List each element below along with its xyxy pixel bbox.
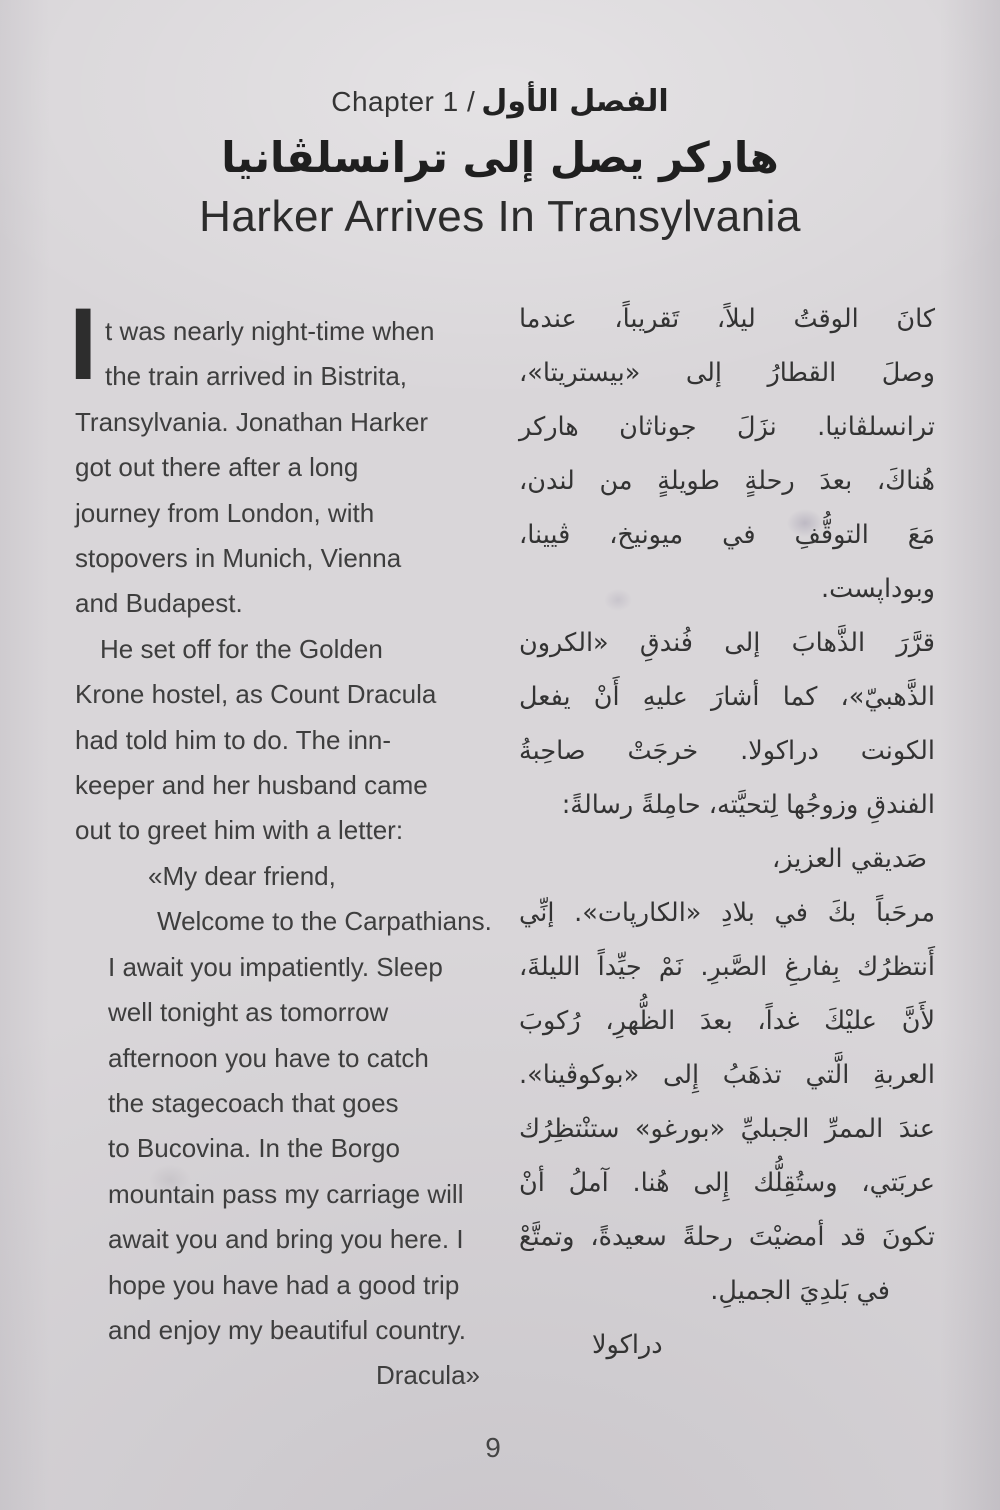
text-line: الذَّهبيّ»، كما أشارَ عليهِ أَنْ يفعل <box>519 682 935 712</box>
text-line: to Bucovina. In the Borgo <box>108 1133 400 1164</box>
text-line: well tonight as tomorrow <box>108 997 389 1028</box>
english-paragraph-1-lines <box>75 309 500 627</box>
chapter-heading <box>0 84 1000 119</box>
text-line: out to greet him with a letter: <box>75 815 404 846</box>
text-line: the train arrived in Bistrita, <box>105 361 408 392</box>
letter-body <box>75 945 500 1354</box>
text-line: أَنتظرُك بِفارغِ الصَّبرِ. نَمْ جيِّداً الليلةَ، <box>519 952 935 982</box>
text-line: Transylvania. Jonathan Harker <box>75 406 429 437</box>
text-line: عربَتي، وستُقِلُّك إِلى هُنا. آملُ أنْ <box>519 1168 935 1198</box>
chapter-title-arabic: الفصل الأول <box>481 84 669 119</box>
chapter-number-latin: Chapter 1 / <box>331 86 476 117</box>
text-line: afternoon you have to catch <box>108 1042 429 1073</box>
arabic-letter <box>519 832 935 1372</box>
text-line: عندَ الممرِّ الجبليِّ «بورغو» ستنْتظِرُك <box>519 1114 935 1144</box>
english-paragraph-1 <box>69 287 500 627</box>
text-line: got out there after a long <box>75 452 359 483</box>
text-line: keeper and her husband came <box>75 770 428 801</box>
text-line: قرَّرَ الذَّهابَ إلى فُندقِ «الكرون <box>519 628 935 658</box>
text-line: had told him to do. The inn- <box>75 724 392 755</box>
text-line: وبوداپست. <box>820 574 935 604</box>
text-line: هُناكَ، بعدَ رحلةٍ طويلةٍ من لندن، <box>519 466 935 496</box>
english-paragraph-2-lines <box>75 627 500 854</box>
arabic-letter-signature: دراكولا <box>592 1330 663 1360</box>
text-line: mountain pass my carriage will <box>108 1178 464 1209</box>
letter-signature: Dracula» <box>375 1360 480 1391</box>
letter-opening-line: Welcome to the Carpathians. <box>157 906 492 937</box>
english-paragraph-2 <box>75 627 500 854</box>
letter-salutation: «My dear friend, <box>148 860 336 891</box>
arabic-paragraph-1 <box>519 292 935 616</box>
arabic-column <box>519 292 935 1372</box>
english-title: Harker Arrives In Transylvania <box>199 192 801 241</box>
text-line: الكونت دراكولا. خرجَتْ صاحِبةُ <box>519 736 935 766</box>
text-line: await you and bring you here. I <box>108 1224 464 1255</box>
text-line: في بَلدِيَ الجميلِ. <box>710 1276 890 1306</box>
arabic-title: هاركر يصل إلى ترانسلڤانيا <box>221 133 779 182</box>
arabic-letter-body <box>519 886 935 1318</box>
text-line: العربةِ الَّتي تذهَبُ إِلى «بوكوڤينا». <box>519 1060 935 1090</box>
text-line: stopovers in Munich, Vienna <box>75 543 402 574</box>
text-line: I await you impatiently. Sleep <box>108 951 443 982</box>
text-line: تكونَ قد أمضيْتَ رحلةً سعيدةً، وتمتَّعْ <box>519 1222 935 1252</box>
text-line: ترانسلڤانيا. نزَلَ جوناثان هاركر <box>519 412 935 442</box>
text-line: t was nearly night-time when <box>105 316 435 346</box>
arabic-letter-salutation: صَديقي العزيز، <box>771 844 927 874</box>
english-column <box>69 287 500 1399</box>
text-line: journey from London, with <box>75 497 375 528</box>
text-line: الفندقِ وزوجُها لِتحيَّته، حامِلةً رسالةً: <box>561 790 935 820</box>
text-line: لأَنَّ عليْكَ غداً، بعدَ الظُّهرِ، رُكوبَ <box>519 1006 935 1036</box>
text-line: مَعَ التوقُّفِ في ميونيخ، ڤيينا، <box>519 520 935 550</box>
text-line: hope you have had a good trip <box>108 1269 460 1300</box>
text-line: Krone hostel, as Count Dracula <box>75 679 437 710</box>
text-line: كانَ الوقتُ ليلاً، تَقريباً، عندما <box>519 304 935 334</box>
drop-cap: I <box>69 287 98 401</box>
text-line: وصلَ القطارُ إلى «بيستريتا»، <box>519 358 935 388</box>
text-line: and Budapest. <box>75 588 243 619</box>
english-letter <box>75 854 500 1399</box>
page-header <box>0 84 1000 242</box>
arabic-paragraph-2 <box>519 616 935 832</box>
text-line: مرحَباً بكَ في بلادِ «الكارپات». إنِّي <box>519 898 935 928</box>
text-line: the stagecoach that goes <box>108 1087 399 1118</box>
text-line: and enjoy my beautiful country. <box>108 1314 466 1345</box>
page-number: 9 <box>485 1432 501 1463</box>
text-line: He set off for the Golden <box>100 633 383 664</box>
